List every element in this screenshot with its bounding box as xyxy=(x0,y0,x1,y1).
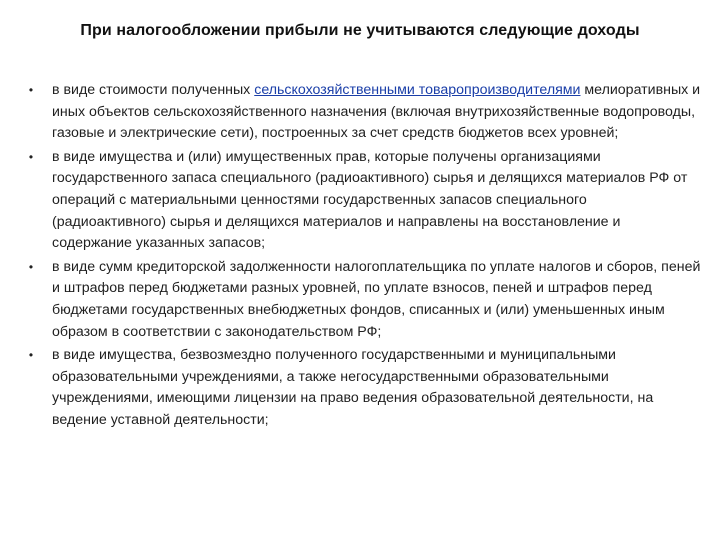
bullet-item-2 xyxy=(26,147,702,255)
producers-link[interactable]: сельскохозяйственными товаропроизводителями xyxy=(254,82,581,98)
bullet-text: в виде имущества, безвозмездно полученного государственными и муниципальными образовательными учреждениями, а также негосударственными образовательными учреждениями, имеющими лицензии на право ведения образовательной деятельности, на ведение уставной деятельности; xyxy=(52,347,654,428)
bullet-text: в виде имущества и (или) имущественных прав, которые получены организациями государственного запаса специального (радиоактивного) сырья и делящихся материалов РФ от операций с материальными ценностями государственных запасов специального (радиоактивного) сырья и делящихся материалов и направлены на восстановление и содержание указанных запасов; xyxy=(52,148,688,252)
bullet-text-suffix: мелиоративных и иных объектов сельскохозяйственного назначения (включая внутрихозяйственные водопроводы, газовые и электрические сети), построенных за счет средств бюджетов всех уровней; xyxy=(52,82,701,142)
bullet-item-1 xyxy=(26,80,702,145)
bullet-text-prefix: в виде стоимости полученных xyxy=(52,82,255,98)
bullet-dot-icon: • xyxy=(28,149,34,164)
bullet-item-3 xyxy=(26,257,702,343)
bullet-dot-icon: • xyxy=(28,83,34,97)
bullet-text: в виде сумм кредиторской задолженности налогоплательщика по уплате налогов и сборов, пеней и штрафов перед бюджетами разных уровней, по уплате взносов, пеней и штрафов перед бюджетами государственных внебюджетных фондов, списанных и (или) уменьшенных иным образом в соответствии с законодательством РФ; xyxy=(52,258,701,340)
slide-title: При налогообложении прибыли не учитываются следующие доходы xyxy=(80,22,640,39)
bullet-list xyxy=(26,80,702,432)
bullet-item-4 xyxy=(26,345,702,431)
bullet-dot-icon: • xyxy=(28,348,34,363)
bullet-dot-icon: • xyxy=(28,259,34,274)
